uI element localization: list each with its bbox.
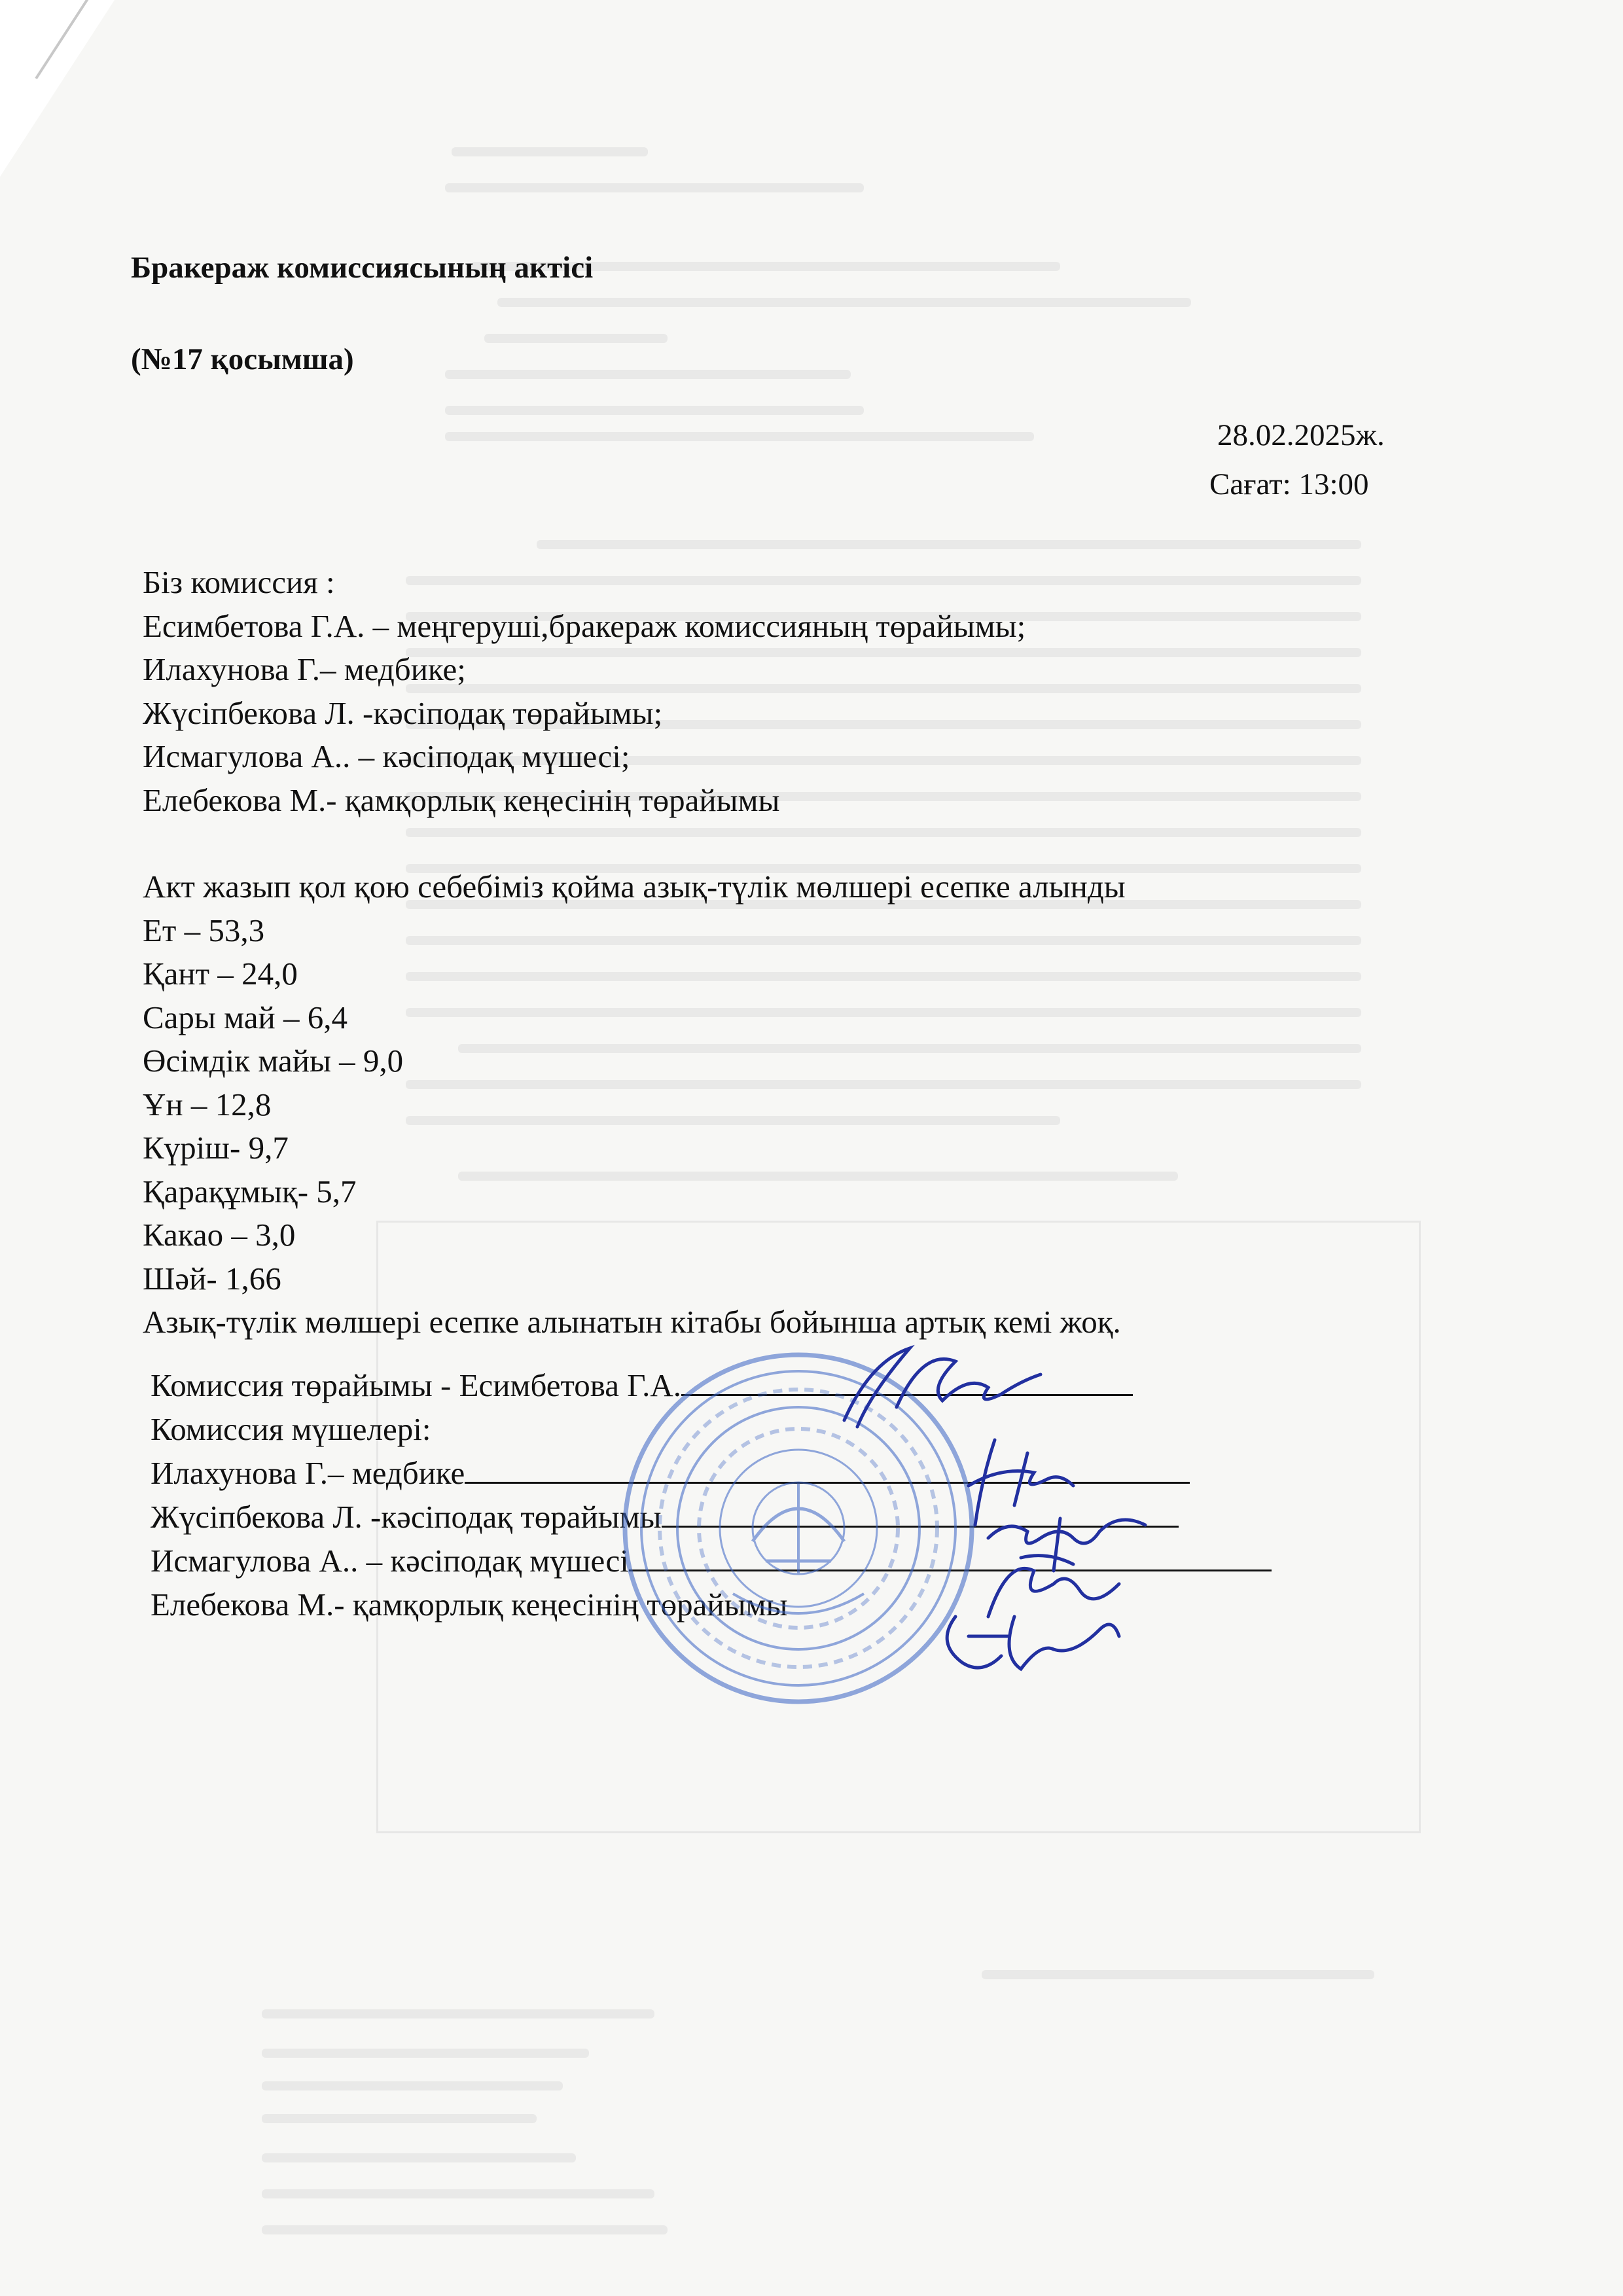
purpose-text: Акт жазып қол қою себебіміз қойма азық-түлік мөлшері есепке алынды	[143, 869, 1126, 905]
members-label: Комиссия мүшелері:	[151, 1411, 431, 1447]
annex-number: (№17 қосымша)	[131, 342, 354, 376]
inventory-item: Какао – 3,0	[143, 1217, 296, 1253]
chair-label: Комиссия төрайымы - Есимбетова Г.А.	[151, 1367, 681, 1403]
commission-intro: Біз комиссия :	[143, 564, 335, 600]
member-signature-4	[929, 1590, 1126, 1682]
member-signature-label: Жүсіпбекова Л. -кәсіподақ төрайымы	[151, 1499, 662, 1535]
document-title: Бракераж комиссиясының актісі	[131, 251, 594, 285]
member-line: Есимбетова Г.А. – меңгеруші,бракераж комиссияның төрайымы;	[143, 607, 1026, 644]
inventory-item: Қант – 24,0	[143, 956, 298, 992]
member-line: Жүсіпбекова Л. -кәсіподақ төрайымы;	[143, 694, 663, 731]
member-line: Елебекова М.- қамқорлық кеңесінің төрайымы	[143, 781, 780, 818]
document-time: Сағат: 13:00	[1209, 467, 1369, 501]
member-line: Исмагулова А.. – кәсіподақ мүшесі;	[143, 738, 630, 774]
inventory-item: Шәй- 1,66	[143, 1260, 281, 1297]
member-signature-label: Илахунова Г.– медбике	[151, 1455, 465, 1491]
chair-signature	[831, 1335, 1047, 1433]
member-line: Илахунова Г.– медбике;	[143, 651, 466, 687]
inventory-item: Сары май – 6,4	[143, 999, 348, 1035]
conclusion-text: Азық-түлік мөлшері есепке алынатын кітабы бойынша артық кемі жоқ.	[143, 1304, 1121, 1340]
spacer	[143, 822, 1452, 865]
document-date: 28.02.2025ж.	[1217, 418, 1385, 452]
inventory-item: Өсімдік майы – 9,0	[143, 1043, 404, 1079]
inventory-item: Күріш- 9,7	[143, 1130, 289, 1166]
inventory-item: Қарақұмық- 5,7	[143, 1173, 357, 1210]
act-body	[143, 561, 1452, 1344]
member-signature-label: Елебекова М.- қамқорлық кеңесінің төрайымы	[151, 1587, 788, 1623]
member-signature-label: Исмагулова А.. – кәсіподақ мүшесі	[151, 1543, 629, 1579]
inventory-item: Ұн – 12,8	[143, 1086, 272, 1122]
inventory-item: Ет – 53,3	[143, 912, 265, 948]
